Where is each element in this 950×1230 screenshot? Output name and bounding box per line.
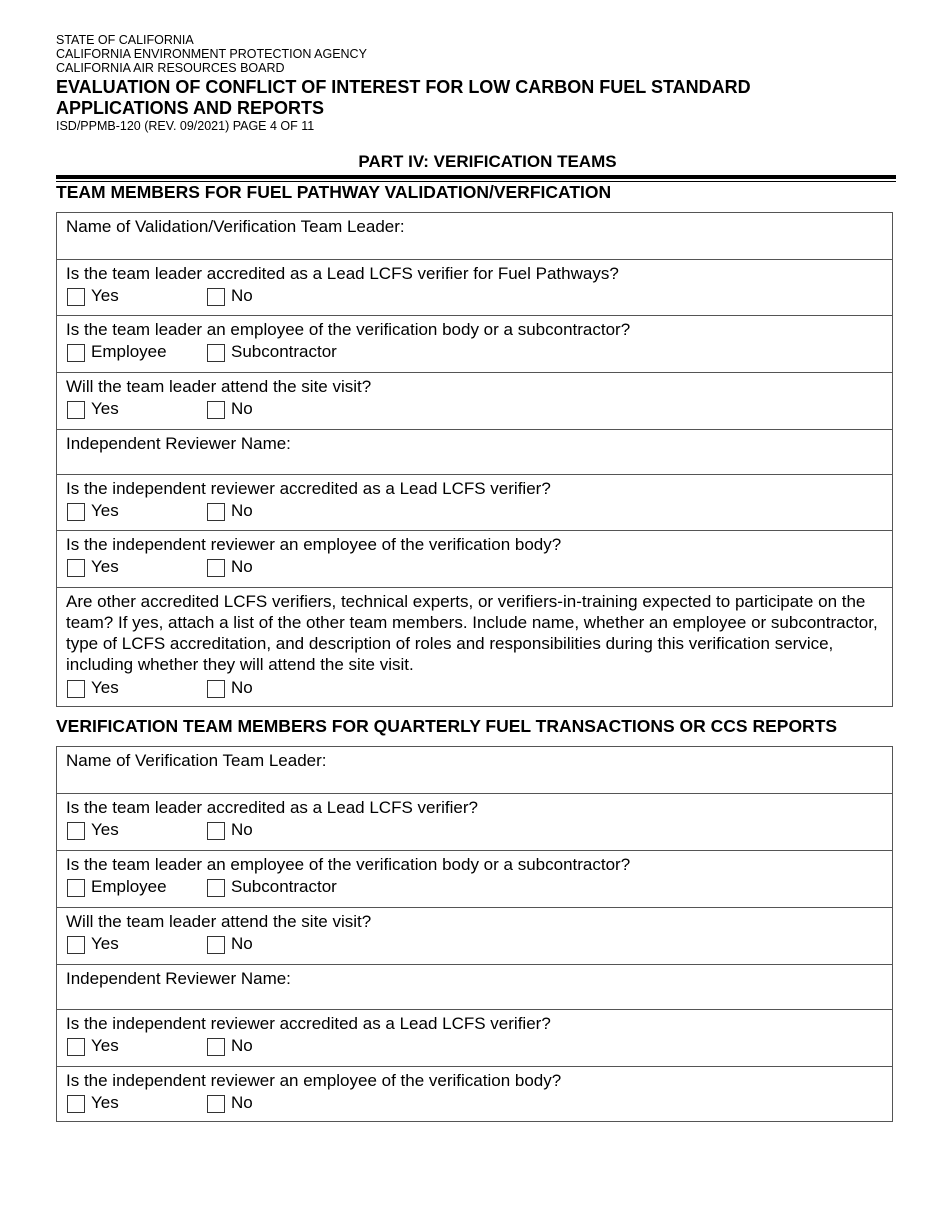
subcontractor-checkbox[interactable] [207,344,225,362]
question-label: Is the team leader accredited as a Lead LCFS verifier for Fuel Pathways? [66,264,619,283]
subcontractor-checkbox[interactable] [207,879,225,897]
question-label: Is the team leader accredited as a Lead LCFS verifier? [66,798,478,817]
question-label: Is the team leader an employee of the verification body or a subcontractor? [66,855,631,874]
no-label: No [231,399,253,418]
form-title-line1: EVALUATION OF CONFLICT OF INTEREST FOR LOW CARBON FUEL STANDARD [56,77,751,97]
yes-checkbox[interactable] [67,559,85,577]
form-row [57,850,892,907]
section1-table [56,212,893,707]
question-label: Independent Reviewer Name: [66,969,291,988]
no-label: No [231,557,253,576]
no-checkbox[interactable] [207,936,225,954]
form-row [57,530,892,587]
section2-title: VERIFICATION TEAM MEMBERS FOR QUARTERLY FUEL TRANSACTIONS OR CCS REPORTS [56,716,838,736]
header-agency: CALIFORNIA ENVIRONMENT PROTECTION AGENCY [56,47,367,61]
form-row [57,429,892,474]
question-label: Independent Reviewer Name: [66,434,291,453]
employee-label: Employee [91,877,167,896]
form-row [57,1009,892,1066]
no-label: No [231,1093,253,1112]
question-label: Name of Verification Team Leader: [66,751,327,770]
subcontractor-label: Subcontractor [231,877,337,896]
yes-label: Yes [91,678,119,697]
section1-title: TEAM MEMBERS FOR FUEL PATHWAY VALIDATION/VERFICATION [56,182,612,202]
no-checkbox[interactable] [207,559,225,577]
form-row [57,1066,892,1121]
no-checkbox[interactable] [207,503,225,521]
yes-label: Yes [91,1093,119,1112]
form-row [57,793,892,850]
part-title: PART IV: VERIFICATION TEAMS [358,152,617,171]
question-label: Is the independent reviewer an employee of the verification body? [66,535,562,554]
form-title-line2: APPLICATIONS AND REPORTS [56,98,325,118]
employee-checkbox[interactable] [67,879,85,897]
form-row [57,747,892,793]
question-label: Will the team leader attend the site visit? [66,912,372,931]
question-label: Is the independent reviewer an employee of the verification body? [66,1071,562,1090]
yes-checkbox[interactable] [67,680,85,698]
form-row [57,964,892,1009]
yes-checkbox[interactable] [67,1095,85,1113]
no-label: No [231,1036,253,1055]
no-label: No [231,286,253,305]
no-label: No [231,820,253,839]
yes-label: Yes [91,820,119,839]
no-label: No [231,501,253,520]
question-label: Name of Validation/Verification Team Leader: [66,217,405,236]
no-checkbox[interactable] [207,1038,225,1056]
yes-label: Yes [91,286,119,305]
yes-label: Yes [91,399,119,418]
employee-label: Employee [91,342,167,361]
yes-label: Yes [91,1036,119,1055]
form-row [57,587,892,706]
no-checkbox[interactable] [207,1095,225,1113]
question-label: Are other accredited LCFS verifiers, technical experts, or verifiers-in-training expected to participate on the team? If yes, attach a list of the other team members. Include name, whether an employee or subcontractor, type of LCFS accreditation, and description of roles and responsibilities during this verification service, including whether they will attend the site visit. [66,592,878,674]
form-row [57,907,892,964]
form-row [57,213,892,259]
yes-checkbox[interactable] [67,288,85,306]
question-label: Is the independent reviewer accredited as a Lead LCFS verifier? [66,479,551,498]
form-row [57,259,892,315]
question-label: Is the independent reviewer accredited as a Lead LCFS verifier? [66,1014,551,1033]
form-row [57,372,892,429]
yes-label: Yes [91,557,119,576]
question-label: Is the team leader an employee of the verification body or a subcontractor? [66,320,631,339]
header-board: CALIFORNIA AIR RESOURCES BOARD [56,61,285,75]
no-checkbox[interactable] [207,822,225,840]
yes-label: Yes [91,501,119,520]
form-row [57,474,892,530]
yes-label: Yes [91,934,119,953]
subcontractor-label: Subcontractor [231,342,337,361]
no-label: No [231,934,253,953]
yes-checkbox[interactable] [67,503,85,521]
form-id: ISD/PPMB-120 (REV. 09/2021) PAGE 4 OF 11 [56,119,315,133]
yes-checkbox[interactable] [67,936,85,954]
no-checkbox[interactable] [207,288,225,306]
no-checkbox[interactable] [207,680,225,698]
yes-checkbox[interactable] [67,822,85,840]
employee-checkbox[interactable] [67,344,85,362]
question-label: Will the team leader attend the site visit? [66,377,372,396]
no-label: No [231,678,253,697]
section2-table [56,746,893,1122]
header-state: STATE OF CALIFORNIA [56,33,194,47]
yes-checkbox[interactable] [67,1038,85,1056]
form-row [57,315,892,372]
no-checkbox[interactable] [207,401,225,419]
divider [56,175,896,179]
yes-checkbox[interactable] [67,401,85,419]
